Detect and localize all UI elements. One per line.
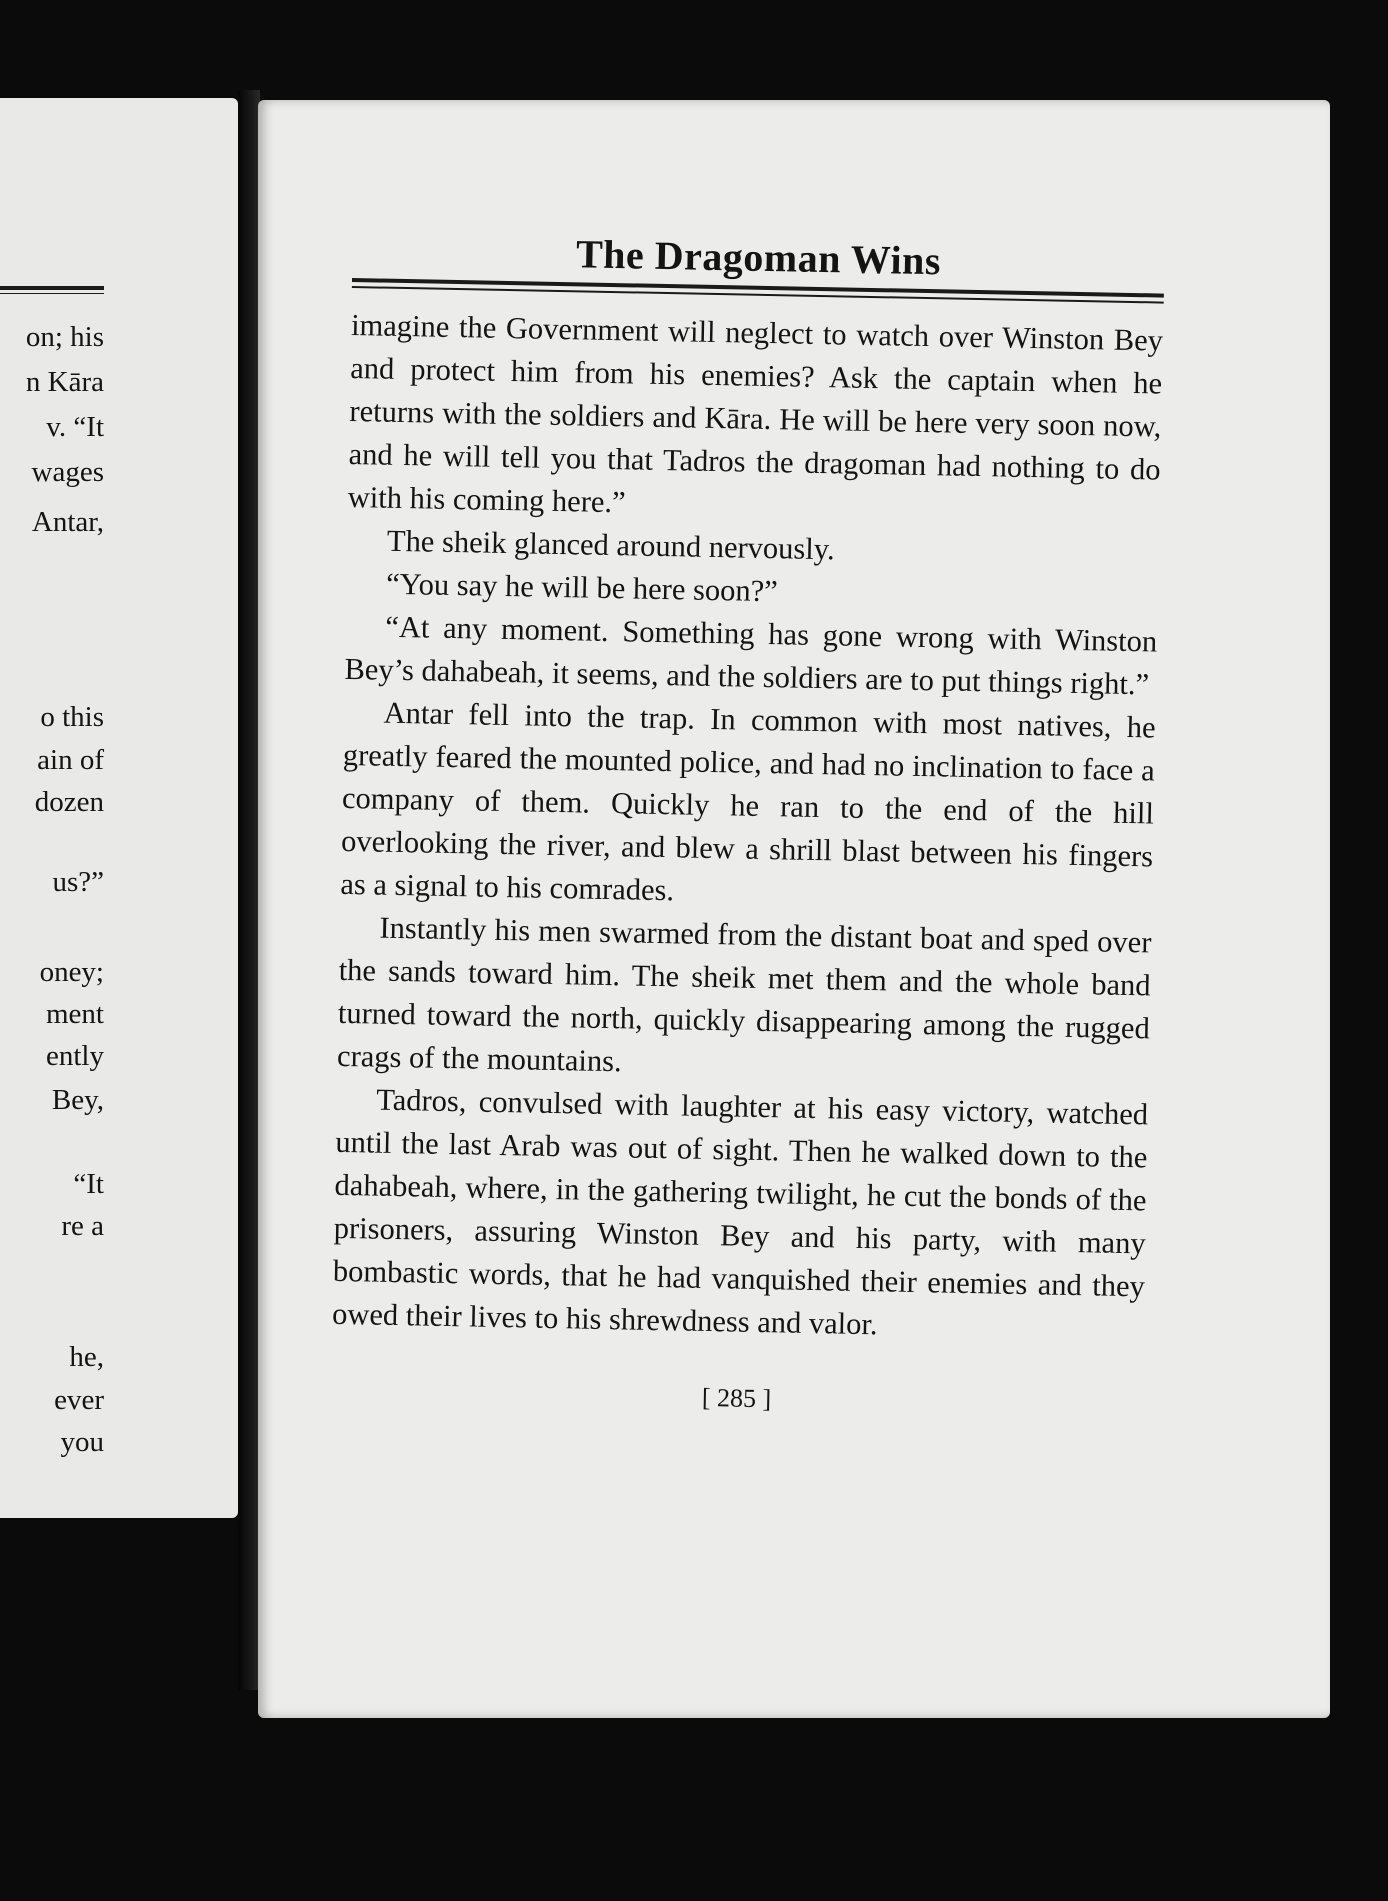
left-page-line: wages — [31, 456, 104, 488]
left-page-line: ently — [46, 1040, 104, 1072]
left-page-line: ment — [46, 998, 104, 1030]
paragraph: The sheik glanced around nervously. — [386, 523, 836, 567]
left-page-line: he, — [69, 1341, 104, 1373]
left-page-line: Bey, — [51, 1084, 104, 1116]
page-body — [332, 304, 1164, 1351]
book-spine-shadow — [238, 90, 260, 1690]
paragraph: Antar fell into the trap. In common with most natives, he greatly feared the mounted police, and had no inclination to face a company of them. Quickly he ran to the end of the hill overlooking the river, and blew a shrill blast between his fingers as a signal to his comrades. — [340, 695, 1156, 908]
left-page-line: oney; — [39, 956, 104, 988]
left-page-line: o this — [40, 701, 104, 733]
left-page-fragment — [0, 98, 238, 1518]
left-page-line: Antar, — [31, 506, 104, 538]
left-page-line: v. “It — [46, 411, 104, 443]
page-number: [ 285 ] — [701, 1382, 772, 1414]
left-page-line: ain of — [37, 744, 104, 776]
left-page-line: on; his — [25, 321, 104, 353]
left-page-line: you — [60, 1426, 104, 1458]
paragraph: Instantly his men swarmed from the distant boat and sped over the sands toward him. The sheik met them and the whole band turned toward the north, quickly disappearing among the rugged crags of the mountains. — [336, 910, 1152, 1079]
left-page-rule — [0, 286, 104, 294]
left-page-line: us?” — [52, 866, 104, 898]
page-content — [330, 228, 1164, 1421]
left-page-line: “It — [73, 1168, 104, 1200]
left-page-line: re a — [61, 1210, 104, 1242]
left-page-line: n Kāra — [25, 366, 104, 398]
paragraph: imagine the Government will neglect to watch over Winston Bey and protect him from his enemies? Ask the captain when he returns with the soldiers and Kāra. He will be here very soon now, and he will tell you that Tadros the dragoman had nothing to do with his coming here.” — [347, 307, 1164, 520]
left-page-line: ever — [54, 1384, 104, 1416]
left-page-line: dozen — [34, 786, 104, 818]
running-head: The Dragoman Wins — [575, 231, 942, 284]
book-page — [258, 100, 1330, 1718]
paragraph: Tadros, convulsed with laughter at his easy victory, watched until the last Arab was out of sight. Then he walked down to the dahabeah, where, in the gathering twilight, he cut the bonds of the prisoners, assuring Winston Bey and his party, with many bombastic words, that he had vanquished their enemies and they owed their lives to his shrewdness and valor. — [331, 1082, 1149, 1342]
paragraph: “At any moment. Something has gone wrong with Winston Bey’s dahabeah, it seems, and the soldiers are to put things right.” — [344, 609, 1158, 702]
paragraph: “You say he will be here soon?” — [385, 566, 779, 609]
